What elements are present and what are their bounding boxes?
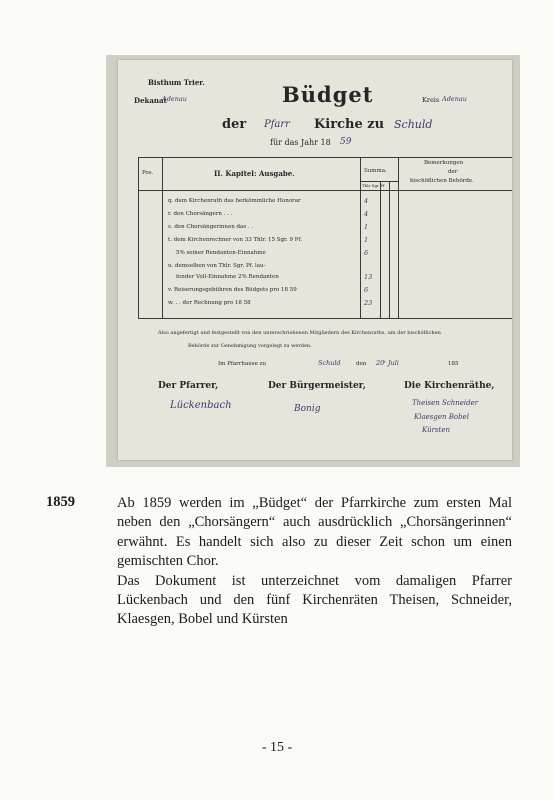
row-text: q. dem Kirchenrath das herkömmliche Honorar xyxy=(168,198,301,204)
caption-paragraph-1: Ab 1859 werden im „Büdget“ der Pfarrkirche zum ersten Mal neben den „Chorsängern“ auch ausdrücklich „Chorsängerinnen“ erwähnt. Es handelt sich also zu dieser Zeit schon um einen gemischten Chor. xyxy=(117,495,512,570)
diocese-label: Bisthum Trier. xyxy=(148,78,205,87)
row-text: r. den Chorsängern . . . xyxy=(168,211,233,217)
budget-document xyxy=(118,60,512,460)
col-sub: Thlr Sgr Pf xyxy=(362,183,385,188)
footer-line-1: Also angefertigt und festgestellt von den unterschriebenen Mitgliedern des Kirchenraths, um der bischöflichen xyxy=(158,330,441,336)
district-hand: Adenau xyxy=(442,95,467,103)
row-value: 6 xyxy=(364,286,369,294)
date-label: den xyxy=(356,361,367,367)
page-number: - 15 - xyxy=(261,740,293,755)
footer-line-2: Behörde zur Genehmigung vorgelegt zu werden. xyxy=(188,343,312,349)
document-photo xyxy=(106,55,520,467)
place-hand: Schuld xyxy=(318,359,341,367)
sig-council-hand-3: Kürsten xyxy=(422,426,450,434)
deanery-label: Dekanat xyxy=(134,96,167,105)
caption-year: 1859 xyxy=(46,494,75,510)
deanery-hand: Adenau xyxy=(162,95,187,103)
sig-mayor-label: Der Bürgermeister, xyxy=(268,381,366,391)
sig-pastor-label: Der Pfarrer, xyxy=(158,381,219,391)
sig-council-hand-2: Klaesgen Bobel xyxy=(414,413,469,421)
col-summa: Summa. xyxy=(364,168,387,174)
col-bem-1: Bemerkungen xyxy=(424,160,464,166)
sig-church-council-label: Die Kirchenräthe, xyxy=(404,381,495,391)
subtitle-hand-1: Pfarr xyxy=(264,119,290,130)
col-kapitel: II. Kapitel: Ausgabe. xyxy=(214,169,295,178)
row-text: s. den Chorsängerinnen das . . xyxy=(168,224,254,230)
row-value: 1 xyxy=(364,236,369,244)
date-hand: 20ᵗ Juli xyxy=(376,359,399,367)
col-bem-3: bischöflichen Behörde. xyxy=(410,178,474,184)
row-value: 23 xyxy=(364,299,373,307)
date-year: 185 xyxy=(448,361,459,367)
subtitle-hand-2: Schuld xyxy=(394,118,433,131)
year-line: für das Jahr 18 xyxy=(270,138,331,147)
district-label: Kreis xyxy=(422,96,440,104)
col-pos: Pos. xyxy=(142,170,154,176)
document-title: Büdget xyxy=(282,82,374,107)
row-value: 4 xyxy=(364,210,369,218)
row-value: 1 xyxy=(364,223,369,231)
sig-pastor-hand: Lückenbach xyxy=(170,400,232,411)
row-text: v. Reiserungsgebühren des Büdgets pro 18 59 xyxy=(168,287,297,293)
row-text: w. . . der Rechnung pro 18 58 xyxy=(168,300,251,306)
row-value: 4 xyxy=(364,197,369,205)
col-bem-2: der xyxy=(448,169,458,175)
sig-mayor-hand: Bonig xyxy=(294,404,321,414)
subtitle-pre: der xyxy=(222,117,247,132)
row-text: u. demselben von Thlr. Sgr. Pf. lau- xyxy=(168,263,266,269)
year-hand: 59 xyxy=(340,137,352,147)
row-value: 13 xyxy=(364,273,373,281)
row-text: t. dem Kirchenrechner von 33 Thlr. 15 Sgr. 9 Pf. xyxy=(168,237,303,243)
row-value: 6 xyxy=(364,249,369,257)
subtitle-mid: Kirche zu xyxy=(314,117,385,132)
row-text: fender Voll-Einnahme 2% Rendanten xyxy=(176,274,279,280)
caption-text xyxy=(117,494,512,630)
row-text: 5% seiner Rendanten-Einnahme xyxy=(176,250,266,256)
place-label: Im Pfarrhause zu xyxy=(218,361,267,367)
caption-paragraph-2: Das Dokument ist unterzeichnet vom damaligen Pfarrer Lückenbach und den fünf Kirchenräten Theisen, Schneider, Klaesgen, Bobel und Kürsten xyxy=(117,572,512,628)
sig-council-hand-1: Theisen Schneider xyxy=(412,399,479,407)
